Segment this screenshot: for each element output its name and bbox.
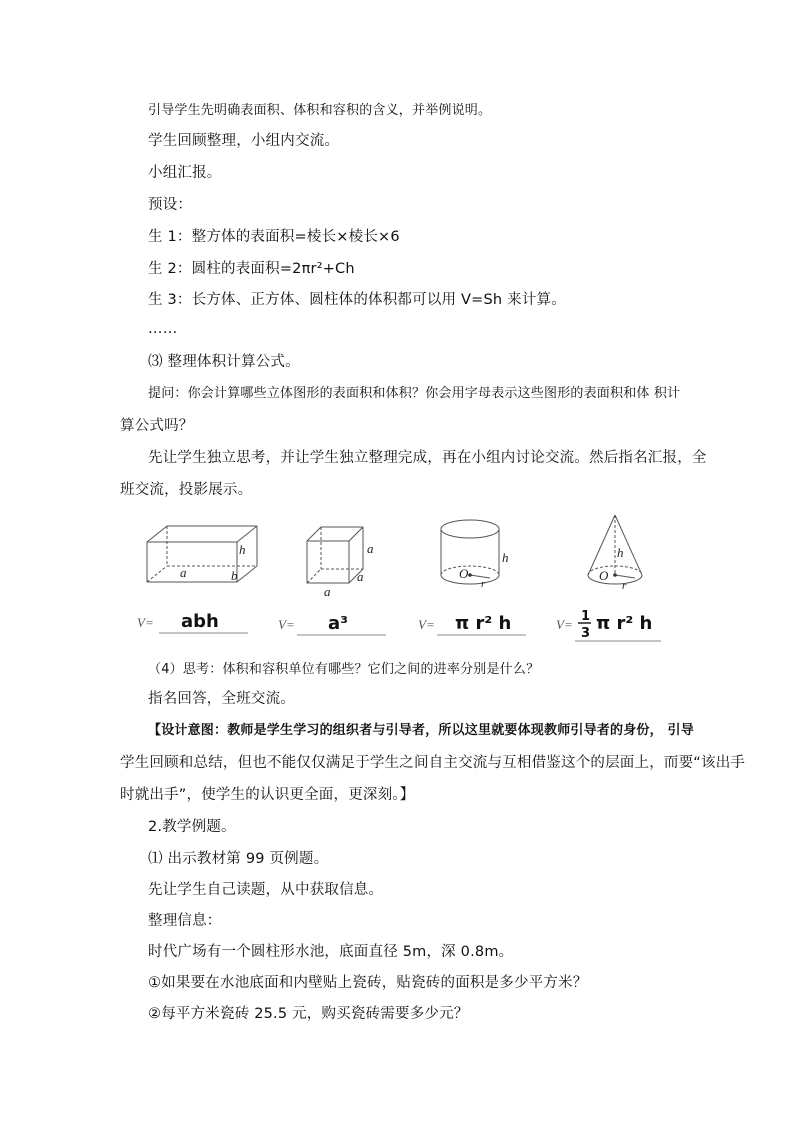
cone-fraction-denominator: 3 bbox=[581, 626, 591, 641]
heading-volume-formulas: ⑶ 整理体积计算公式。 bbox=[148, 354, 300, 370]
cube-label-a-bottom: a bbox=[324, 584, 331, 599]
cone-v-label: V= bbox=[556, 617, 573, 632]
heading-teaching-example: 2.教学例题。 bbox=[148, 819, 236, 835]
cylinder-v-label: V= bbox=[418, 617, 435, 632]
cone-label-O: O bbox=[599, 568, 609, 583]
cuboid-formula: abh bbox=[181, 611, 219, 632]
cuboid-label-b: b bbox=[231, 568, 238, 583]
cone-center-dot bbox=[613, 573, 617, 577]
cube-label-a-right: a bbox=[367, 541, 374, 556]
solid-figures bbox=[125, 505, 685, 645]
paragraph-student-2: 生 2：圆柱的表面积=2πr²+Ch bbox=[148, 261, 355, 277]
paragraph-independent-line2: 班交流，投影展示。 bbox=[120, 482, 253, 498]
paragraph-pool-info: 时代广场有一个圆柱形水池，底面直径 5m，深 0.8m。 bbox=[148, 944, 514, 960]
paragraph-design-intent-line3: 时就出手”，使学生的认识更全面，更深刻。】 bbox=[120, 787, 415, 803]
paragraph-question-line1: 提问：你会计算哪些立体图形的表面积和体积？你会用字母表示这些图形的表面积和体 积计 bbox=[148, 386, 681, 401]
cone-label-r: r bbox=[622, 580, 627, 592]
paragraph-student-review: 学生回顾整理，小组内交流。 bbox=[148, 133, 340, 149]
paragraph-design-intent-line1: 【设计意图：教师是学生学习的组织者与引导者，所以这里就要体现教师引导者的身份， 引导 bbox=[148, 723, 694, 738]
paragraph-group-report: 小组汇报。 bbox=[148, 165, 222, 181]
paragraph-think-units: （4）思考：体积和容积单位有哪些？它们之间的进率分别是什么？ bbox=[148, 662, 540, 677]
cube-label-a-front: a bbox=[357, 569, 364, 584]
paragraph-organize-info: 整理信息： bbox=[148, 913, 222, 929]
cuboid-v-label: V= bbox=[137, 615, 154, 630]
paragraph-definition-intro: 引导学生先明确表面积、体积和容积的含义，并举例说明。 bbox=[148, 103, 492, 118]
paragraph-question-line2: 算公式吗？ bbox=[120, 418, 194, 434]
cone-formula: π r² h bbox=[596, 613, 653, 634]
cylinder-center-dot bbox=[468, 573, 472, 577]
cuboid-label-h: h bbox=[239, 542, 246, 557]
cube-figure bbox=[307, 527, 363, 583]
cylinder-formula: π r² h bbox=[455, 613, 512, 634]
paragraph-independent-line1: 先让学生独立思考，并让学生独立整理完成，再在小组内讨论交流。然后指名汇报，全 bbox=[148, 450, 707, 466]
cone-fraction-numerator: 1 bbox=[581, 609, 591, 624]
paragraph-read-problem: 先让学生自己读题，从中获取信息。 bbox=[148, 882, 384, 898]
cube-formula: a³ bbox=[328, 613, 349, 634]
paragraph-question-2: ②每平方米瓷砖 25.5 元，购买瓷砖需要多少元？ bbox=[148, 1006, 469, 1022]
cylinder-label-h: h bbox=[502, 550, 509, 565]
paragraph-student-3: 生 3：长方体、正方体、圆柱体的体积都可以用 V=Sh 来计算。 bbox=[148, 292, 566, 308]
paragraph-show-textbook: ⑴ 出示教材第 99 页例题。 bbox=[148, 851, 329, 867]
cube-v-label: V= bbox=[278, 617, 295, 632]
paragraph-design-intent-line2: 学生回顾和总结，但也不能仅仅满足于学生之间自主交流与互相借鉴这个的层面上，而要“该出手 bbox=[120, 755, 746, 771]
cone-label-h: h bbox=[617, 545, 624, 560]
paragraph-question-1: ①如果要在水池底面和内壁贴上瓷砖，贴瓷砖的面积是多少平方米？ bbox=[148, 975, 588, 991]
paragraph-answer-exchange: 指名回答，全班交流。 bbox=[148, 691, 295, 707]
cylinder-label-r: r bbox=[481, 578, 486, 590]
cylinder-label-O: O bbox=[459, 566, 469, 581]
paragraph-ellipsis: …… bbox=[148, 321, 178, 337]
cuboid-label-a: a bbox=[180, 565, 187, 580]
paragraph-preset: 预设： bbox=[148, 197, 193, 213]
paragraph-student-1: 生 1：整方体的表面积=棱长×棱长×6 bbox=[148, 229, 400, 245]
